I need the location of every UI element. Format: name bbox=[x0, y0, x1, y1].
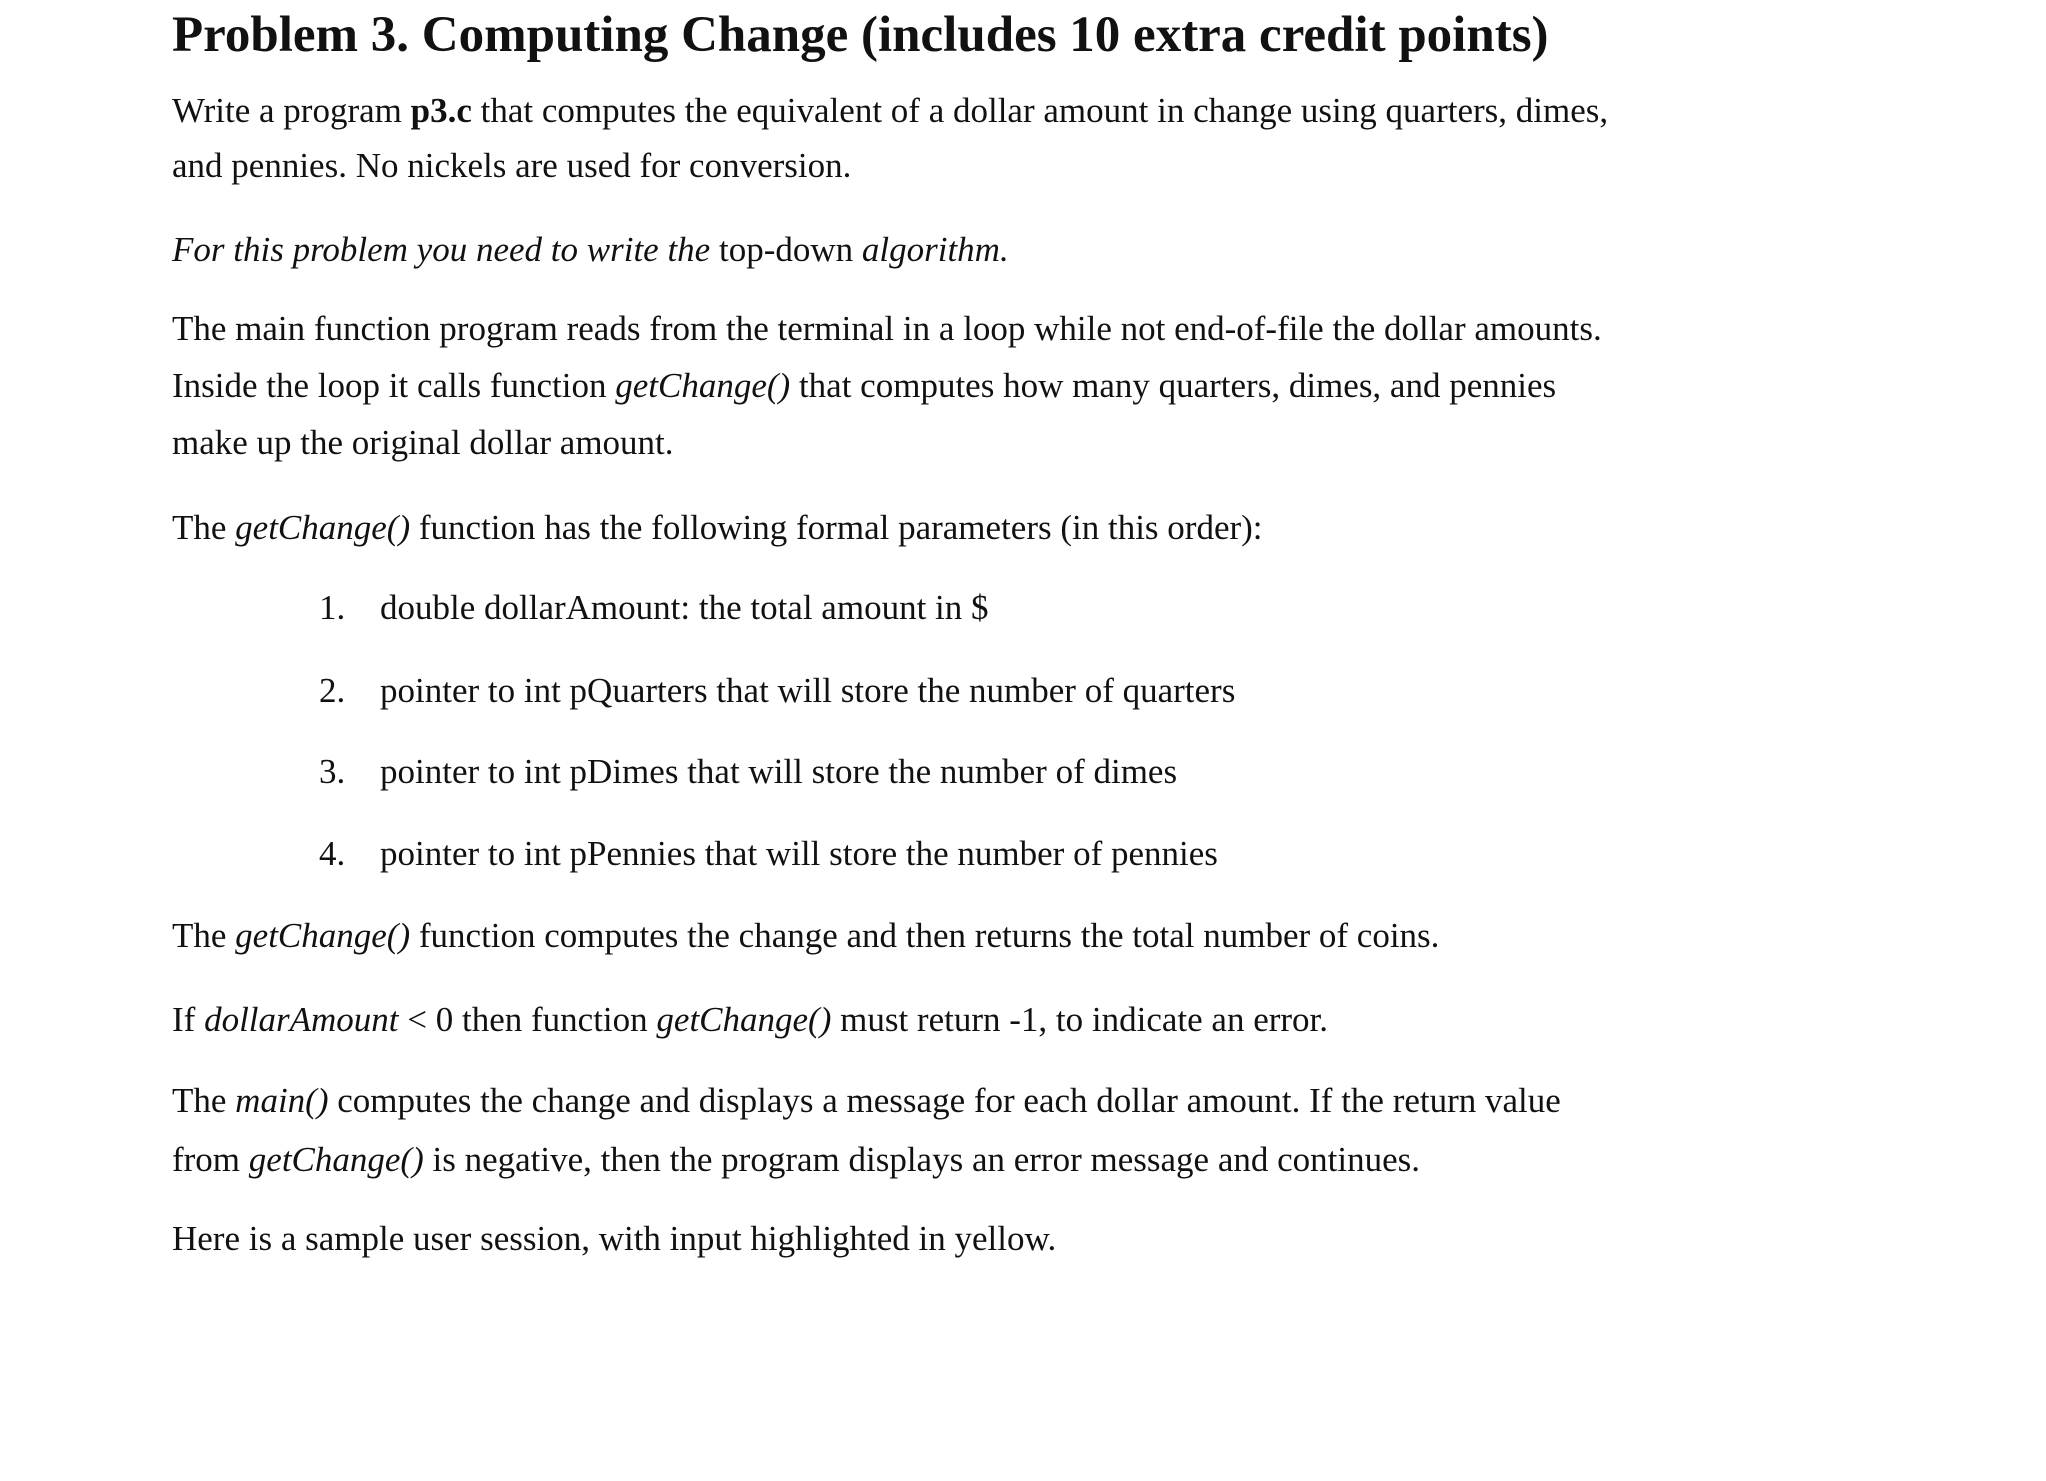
function-name: getChange() bbox=[656, 1000, 832, 1039]
paragraph-main-function bbox=[172, 300, 1602, 471]
paragraph-error bbox=[172, 991, 1328, 1048]
text: The bbox=[172, 916, 236, 955]
list-item bbox=[319, 743, 1177, 800]
function-name: getChange() bbox=[615, 366, 791, 405]
text: The main function program reads from the terminal in a loop while not end-of-file the dollar amounts. bbox=[172, 309, 1602, 348]
list-number: 2. bbox=[319, 671, 346, 710]
list-text: pointer to int pPennies that will store the number of pennies bbox=[380, 834, 1218, 873]
list-number: 3. bbox=[319, 752, 346, 791]
text: is negative, then the program displays an error message and continues. bbox=[423, 1140, 1420, 1179]
function-name: getChange() bbox=[235, 508, 411, 547]
paragraph-intro bbox=[172, 83, 1608, 193]
text: computes the change and displays a message for each dollar amount. If the return value bbox=[328, 1081, 1561, 1120]
text: must return -1, to indicate an error. bbox=[831, 1000, 1329, 1039]
filename: p3.c bbox=[410, 91, 472, 130]
list-item bbox=[319, 579, 989, 636]
text: For this problem you need to write the bbox=[172, 230, 719, 269]
text: Inside the loop it calls function bbox=[172, 366, 616, 405]
paragraph-sample-session bbox=[172, 1210, 1056, 1267]
list-item bbox=[319, 662, 1235, 719]
text: make up the original dollar amount. bbox=[172, 423, 674, 462]
list-text: pointer to int pDimes that will store the number of dimes bbox=[380, 752, 1178, 791]
problem-title: Problem 3. Computing Change (includes 10 extra credit points) bbox=[172, 7, 1549, 63]
function-name: main() bbox=[235, 1081, 329, 1120]
list-text: pointer to int pQuarters that will store the number of quarters bbox=[380, 671, 1236, 710]
paragraph-algorithm bbox=[172, 221, 1009, 278]
paragraph-parameters bbox=[172, 499, 1263, 556]
text: If bbox=[172, 1000, 205, 1039]
text: and pennies. No nickels are used for conversion. bbox=[172, 146, 852, 185]
text: from bbox=[172, 1140, 249, 1179]
list-text: double dollarAmount: the total amount in $ bbox=[380, 588, 989, 627]
text: Here is a sample user session, with input highlighted in yellow. bbox=[172, 1219, 1057, 1258]
paragraph-returns bbox=[172, 907, 1439, 964]
text: algorithm. bbox=[853, 230, 1009, 269]
text: top-down bbox=[718, 230, 854, 269]
variable-name: dollarAmount bbox=[204, 1000, 399, 1039]
list-number: 1. bbox=[319, 588, 346, 627]
text: function has the following formal parameters (in this order): bbox=[410, 508, 1263, 547]
list-item bbox=[319, 825, 1218, 882]
text: < 0 then function bbox=[398, 1000, 657, 1039]
paragraph-main-display bbox=[172, 1071, 1561, 1189]
function-name: getChange() bbox=[235, 916, 411, 955]
text: The bbox=[172, 508, 236, 547]
text: that computes how many quarters, dimes, and pennies bbox=[790, 366, 1557, 405]
text: function computes the change and then returns the total number of coins. bbox=[410, 916, 1440, 955]
text: that computes the equivalent of a dollar amount in change using quarters, dimes, bbox=[471, 91, 1609, 130]
function-name: getChange() bbox=[248, 1140, 424, 1179]
text: Write a program bbox=[172, 91, 411, 130]
text: The bbox=[172, 1081, 236, 1120]
list-number: 4. bbox=[319, 834, 346, 873]
